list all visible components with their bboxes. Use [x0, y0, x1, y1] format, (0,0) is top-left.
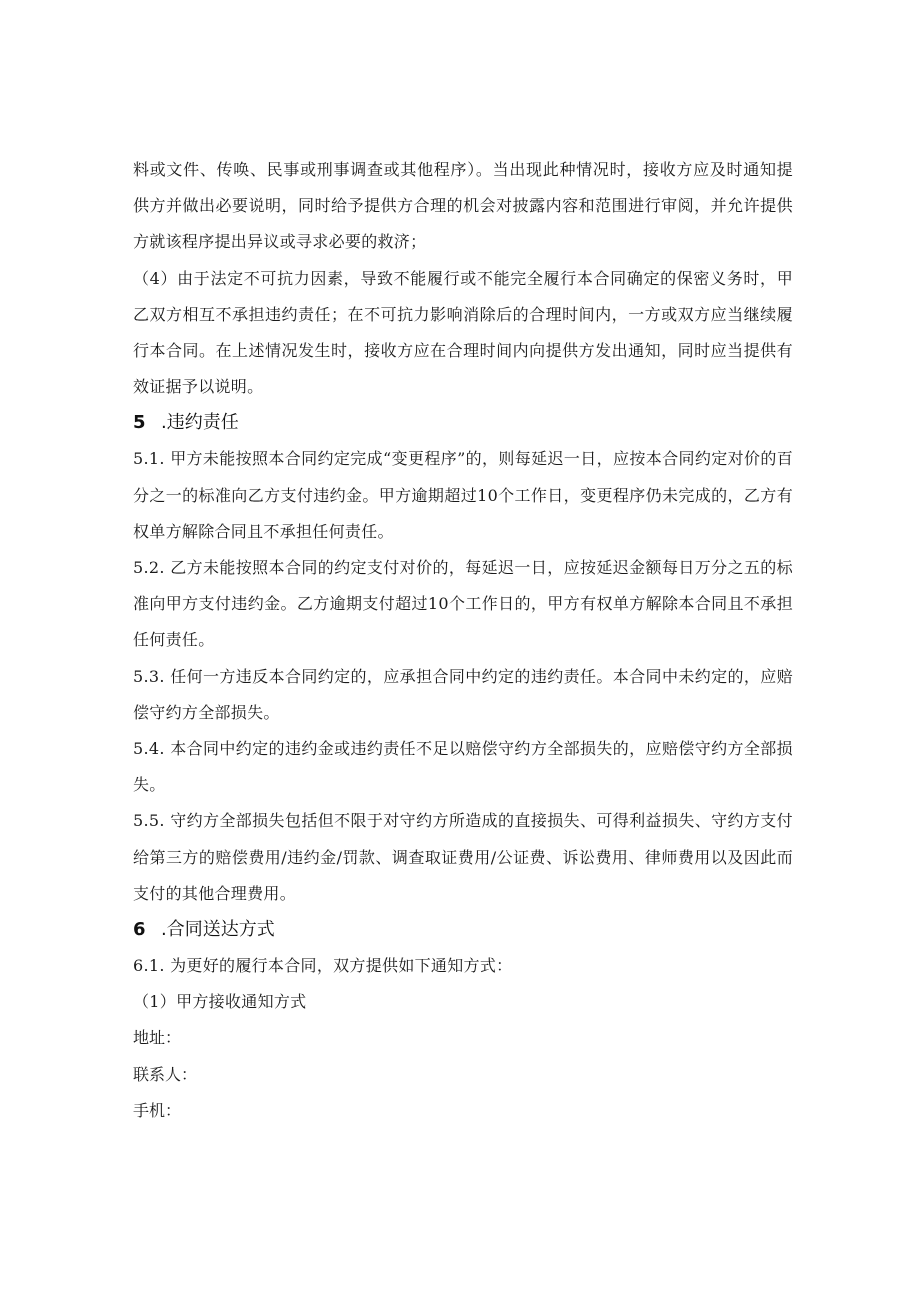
address-label: 地址： [133, 1028, 182, 1048]
section-6-heading [133, 912, 793, 948]
clause-5-1: 5.1. 甲方未能按照本合同约定完成“变更程序”的，则每延迟一日，应按本合同约定对价的百分之一的标准向乙方支付违约金。甲方逾期超过10个工作日，变更程序仍未完成的，乙方有权单方解除合同且不承担任何责任。 [133, 449, 793, 541]
contact-label: 联系人： [133, 1064, 198, 1084]
clause-6-1: 6.1. 为更好的履行本合同，双方提供如下通知方式： [133, 956, 513, 976]
clause-4-4: （4）由于法定不可抗力因素，导致不能履行或不能完全履行本合同确定的保密义务时，甲乙双方相互不承担违约责任；在不可抗力影响消除后的合理时间内，一方或双方应当继续履行本合同。在上述情况发生时，接收方应在合理时间内向提供方发出通知，同时应当提供有效证据予以说明。 [133, 268, 793, 397]
section-6-number: 6 [133, 919, 146, 941]
clause-5-3: 5.3. 任何一方违反本合同约定的，应承担合同中约定的违约责任。本合同中未约定的，应赔偿守约方全部损失。 [133, 666, 793, 722]
clause-5-4: 5.4. 本合同中约定的违约金或违约责任不足以赔偿守约方全部损失的，应赔偿守约方全部损失。 [133, 739, 793, 795]
section-5-heading [133, 405, 793, 441]
clause-5-5: 5.5. 守约方全部损失包括但不限于对守约方所造成的直接损失、可得利益损失、守约方支付给第三方的赔偿费用/违约金/罚款、调查取证费用/公证费、诉讼费用、律师费用以及因此而支付的其他合理费用。 [133, 811, 793, 903]
section-6-title: .合同送达方式 [161, 919, 275, 941]
intro-paragraph: 料或文件、传唤、民事或刑事调查或其他程序）。当出现此种情况时，接收方应及时通知提供方并做出必要说明，同时给予提供方合理的机会对披露内容和范围进行审阅，并允许提供方就该程序提出异议或寻求必要的救济； [133, 160, 793, 252]
section-5-number: 5 [133, 412, 146, 434]
clause-6-1-sub-1: （1）甲方接收通知方式 [133, 992, 307, 1012]
document-body [133, 152, 793, 1129]
clause-5-2: 5.2. 乙方未能按照本合同的约定支付对价的，每延迟一日，应按延迟金额每日万分之五的标准向甲方支付违约金。乙方逾期支付超过10个工作日的，甲方有权单方解除本合同且不承担任何责任。 [133, 558, 793, 650]
section-5-title: .违约责任 [161, 412, 239, 434]
phone-label: 手机： [133, 1100, 182, 1120]
